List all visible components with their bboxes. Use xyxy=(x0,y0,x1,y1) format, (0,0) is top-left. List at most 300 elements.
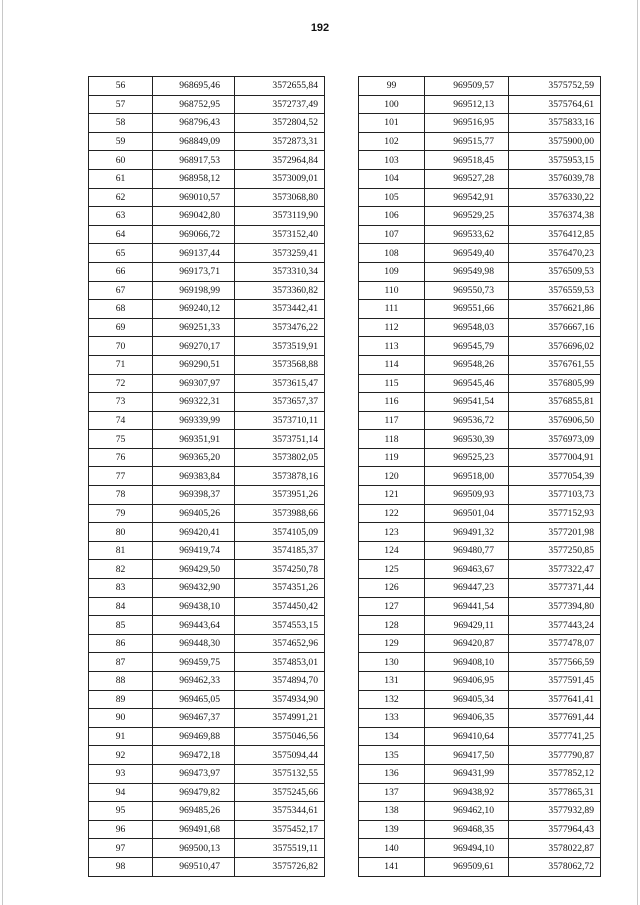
table-row xyxy=(89,225,325,244)
coordinate-x-cell: 969383,84 xyxy=(153,467,235,486)
coordinate-y-cell: 3577641,41 xyxy=(509,690,601,709)
coordinate-y-cell: 3575764,61 xyxy=(509,95,601,114)
table-row xyxy=(89,653,325,672)
table-row xyxy=(89,802,325,821)
coordinate-x-cell: 969472,18 xyxy=(153,746,235,765)
coordinate-y-cell: 3572873,31 xyxy=(235,132,325,151)
coordinate-y-cell: 3574652,96 xyxy=(235,634,325,653)
coordinate-y-cell: 3576412,85 xyxy=(509,225,601,244)
coordinate-x-cell: 969339,99 xyxy=(153,411,235,430)
coordinate-y-cell: 3577932,89 xyxy=(509,802,601,821)
coordinate-x-cell: 969419,74 xyxy=(153,541,235,560)
coordinate-y-cell: 3574250,78 xyxy=(235,560,325,579)
coordinate-y-cell: 3575519,11 xyxy=(235,839,325,858)
point-number-cell: 91 xyxy=(89,727,153,746)
coordinate-y-cell: 3572737,49 xyxy=(235,95,325,114)
coordinate-x-cell: 969491,68 xyxy=(153,820,235,839)
coordinate-y-cell: 3574991,21 xyxy=(235,709,325,728)
table-row xyxy=(359,77,601,96)
coordinate-x-cell: 969509,93 xyxy=(425,486,509,505)
point-number-cell: 96 xyxy=(89,820,153,839)
coordinate-y-cell: 3572964,84 xyxy=(235,151,325,170)
point-number-cell: 127 xyxy=(359,597,425,616)
point-number-cell: 108 xyxy=(359,244,425,263)
coordinate-x-cell: 969473,97 xyxy=(153,764,235,783)
table-row xyxy=(359,523,601,542)
coordinate-y-cell: 3575046,56 xyxy=(235,727,325,746)
coordinate-x-cell: 969550,73 xyxy=(425,281,509,300)
coordinate-y-cell: 3574934,90 xyxy=(235,690,325,709)
coordinate-x-cell: 969491,32 xyxy=(425,523,509,542)
coordinate-y-cell: 3573442,41 xyxy=(235,300,325,319)
point-number-cell: 122 xyxy=(359,504,425,523)
table-row xyxy=(89,393,325,412)
table-row xyxy=(359,746,601,765)
coordinate-y-cell: 3576509,53 xyxy=(509,262,601,281)
coordinate-x-cell: 969465,05 xyxy=(153,690,235,709)
coordinate-y-cell: 3577964,43 xyxy=(509,820,601,839)
point-number-cell: 124 xyxy=(359,541,425,560)
coordinate-x-cell: 969438,92 xyxy=(425,783,509,802)
table-row xyxy=(89,467,325,486)
coordinate-y-cell: 3578062,72 xyxy=(509,857,601,876)
coordinate-y-cell: 3576667,16 xyxy=(509,318,601,337)
coordinate-x-cell: 969137,44 xyxy=(153,244,235,263)
point-number-cell: 88 xyxy=(89,672,153,691)
point-number-cell: 89 xyxy=(89,690,153,709)
point-number-cell: 81 xyxy=(89,541,153,560)
coordinate-y-cell: 3573360,82 xyxy=(235,281,325,300)
coordinate-y-cell: 3577741,25 xyxy=(509,727,601,746)
table-row xyxy=(89,560,325,579)
coordinate-x-cell: 969545,79 xyxy=(425,337,509,356)
coordinate-y-cell: 3577004,91 xyxy=(509,448,601,467)
coordinate-y-cell: 3575344,61 xyxy=(235,802,325,821)
point-number-cell: 61 xyxy=(89,169,153,188)
table-row xyxy=(89,727,325,746)
coordinate-y-cell: 3573951,26 xyxy=(235,486,325,505)
coordinate-y-cell: 3577371,44 xyxy=(509,579,601,598)
coordinate-x-cell: 969420,41 xyxy=(153,523,235,542)
point-number-cell: 133 xyxy=(359,709,425,728)
coordinates-table-left xyxy=(88,76,325,877)
table-row xyxy=(359,132,601,151)
coordinate-x-cell: 969420,87 xyxy=(425,634,509,653)
coordinate-y-cell: 3574105,09 xyxy=(235,523,325,542)
coordinate-x-cell: 969307,97 xyxy=(153,374,235,393)
coordinate-y-cell: 3573751,14 xyxy=(235,430,325,449)
table-row xyxy=(89,411,325,430)
table-row xyxy=(359,169,601,188)
coordinate-y-cell: 3572655,84 xyxy=(235,77,325,96)
coordinate-x-cell: 969529,25 xyxy=(425,207,509,226)
coordinate-x-cell: 969501,04 xyxy=(425,504,509,523)
point-number-cell: 139 xyxy=(359,820,425,839)
table-row xyxy=(359,244,601,263)
point-number-cell: 84 xyxy=(89,597,153,616)
coordinate-y-cell: 3573152,40 xyxy=(235,225,325,244)
coordinate-x-cell: 968917,53 xyxy=(153,151,235,170)
point-number-cell: 126 xyxy=(359,579,425,598)
point-number-cell: 64 xyxy=(89,225,153,244)
coordinate-y-cell: 3577103,73 xyxy=(509,486,601,505)
scan-edge-left xyxy=(2,0,3,905)
coordinate-x-cell: 969459,75 xyxy=(153,653,235,672)
coordinate-y-cell: 3574351,26 xyxy=(235,579,325,598)
point-number-cell: 141 xyxy=(359,857,425,876)
point-number-cell: 74 xyxy=(89,411,153,430)
coordinate-y-cell: 3573310,34 xyxy=(235,262,325,281)
table-row xyxy=(89,95,325,114)
coordinate-x-cell: 969406,95 xyxy=(425,672,509,691)
coordinate-y-cell: 3576805,99 xyxy=(509,374,601,393)
table-row xyxy=(89,541,325,560)
table-row xyxy=(89,709,325,728)
point-number-cell: 110 xyxy=(359,281,425,300)
coordinate-y-cell: 3577152,93 xyxy=(509,504,601,523)
table-row xyxy=(359,653,601,672)
table-row xyxy=(359,355,601,374)
table-row xyxy=(89,169,325,188)
point-number-cell: 103 xyxy=(359,151,425,170)
coordinate-x-cell: 969469,88 xyxy=(153,727,235,746)
table-row xyxy=(359,672,601,691)
table-row xyxy=(89,318,325,337)
coordinate-y-cell: 3573988,66 xyxy=(235,504,325,523)
point-number-cell: 116 xyxy=(359,393,425,412)
coordinate-y-cell: 3575094,44 xyxy=(235,746,325,765)
coordinate-x-cell: 969406,35 xyxy=(425,709,509,728)
coordinate-y-cell: 3577394,80 xyxy=(509,597,601,616)
point-number-cell: 56 xyxy=(89,77,153,96)
point-number-cell: 117 xyxy=(359,411,425,430)
table-row xyxy=(359,783,601,802)
coordinate-y-cell: 3573710,11 xyxy=(235,411,325,430)
coordinate-y-cell: 3573009,01 xyxy=(235,169,325,188)
coordinate-x-cell: 969431,99 xyxy=(425,764,509,783)
coordinate-x-cell: 969533,62 xyxy=(425,225,509,244)
point-number-cell: 129 xyxy=(359,634,425,653)
coordinate-x-cell: 969405,34 xyxy=(425,690,509,709)
scan-edge-right xyxy=(637,0,638,905)
table-row xyxy=(89,597,325,616)
coordinate-x-cell: 969462,33 xyxy=(153,672,235,691)
table-row xyxy=(89,207,325,226)
coordinate-x-cell: 969551,66 xyxy=(425,300,509,319)
table-row xyxy=(359,802,601,821)
table-row xyxy=(89,374,325,393)
table-row xyxy=(359,188,601,207)
coordinate-y-cell: 3577865,31 xyxy=(509,783,601,802)
coordinate-y-cell: 3573119,90 xyxy=(235,207,325,226)
point-number-cell: 109 xyxy=(359,262,425,281)
coordinate-y-cell: 3573519,91 xyxy=(235,337,325,356)
coordinate-y-cell: 3575833,16 xyxy=(509,114,601,133)
coordinate-x-cell: 969536,72 xyxy=(425,411,509,430)
coordinate-y-cell: 3572804,52 xyxy=(235,114,325,133)
coordinate-y-cell: 3578022,87 xyxy=(509,839,601,858)
coordinate-y-cell: 3577852,12 xyxy=(509,764,601,783)
coordinate-y-cell: 3573878,16 xyxy=(235,467,325,486)
coordinate-y-cell: 3575726,82 xyxy=(235,857,325,876)
point-number-cell: 93 xyxy=(89,764,153,783)
point-number-cell: 113 xyxy=(359,337,425,356)
point-number-cell: 105 xyxy=(359,188,425,207)
table-row xyxy=(89,746,325,765)
coordinate-y-cell: 3575900,00 xyxy=(509,132,601,151)
table-row xyxy=(89,523,325,542)
table-row xyxy=(359,318,601,337)
table-row xyxy=(89,132,325,151)
table-row xyxy=(359,448,601,467)
point-number-cell: 79 xyxy=(89,504,153,523)
coordinate-y-cell: 3575452,17 xyxy=(235,820,325,839)
table-row xyxy=(89,672,325,691)
coordinate-y-cell: 3576761,55 xyxy=(509,355,601,374)
coordinate-y-cell: 3575132,55 xyxy=(235,764,325,783)
coordinate-x-cell: 969468,35 xyxy=(425,820,509,839)
coordinate-x-cell: 969447,23 xyxy=(425,579,509,598)
coordinate-y-cell: 3573568,88 xyxy=(235,355,325,374)
point-number-cell: 76 xyxy=(89,448,153,467)
point-number-cell: 65 xyxy=(89,244,153,263)
coordinate-x-cell: 969438,10 xyxy=(153,597,235,616)
coordinate-x-cell: 969509,61 xyxy=(425,857,509,876)
coordinate-y-cell: 3577790,87 xyxy=(509,746,601,765)
coordinate-y-cell: 3577250,85 xyxy=(509,541,601,560)
point-number-cell: 119 xyxy=(359,448,425,467)
point-number-cell: 132 xyxy=(359,690,425,709)
coordinate-y-cell: 3577478,07 xyxy=(509,634,601,653)
coordinate-x-cell: 969515,77 xyxy=(425,132,509,151)
point-number-cell: 69 xyxy=(89,318,153,337)
coordinate-y-cell: 3576039,78 xyxy=(509,169,601,188)
coordinate-y-cell: 3576906,50 xyxy=(509,411,601,430)
point-number-cell: 92 xyxy=(89,746,153,765)
point-number-cell: 140 xyxy=(359,839,425,858)
coordinate-x-cell: 969410,64 xyxy=(425,727,509,746)
point-number-cell: 57 xyxy=(89,95,153,114)
table-row xyxy=(89,783,325,802)
coordinate-y-cell: 3573068,80 xyxy=(235,188,325,207)
point-number-cell: 68 xyxy=(89,300,153,319)
point-number-cell: 98 xyxy=(89,857,153,876)
point-number-cell: 95 xyxy=(89,802,153,821)
coordinate-x-cell: 969042,80 xyxy=(153,207,235,226)
table-row xyxy=(359,597,601,616)
coordinate-x-cell: 968752,95 xyxy=(153,95,235,114)
table-row xyxy=(359,151,601,170)
coordinate-y-cell: 3574853,01 xyxy=(235,653,325,672)
point-number-cell: 138 xyxy=(359,802,425,821)
coordinate-x-cell: 969494,10 xyxy=(425,839,509,858)
point-number-cell: 135 xyxy=(359,746,425,765)
coordinate-x-cell: 969530,39 xyxy=(425,430,509,449)
point-number-cell: 121 xyxy=(359,486,425,505)
table-row xyxy=(89,244,325,263)
point-number-cell: 66 xyxy=(89,262,153,281)
coordinate-x-cell: 969432,90 xyxy=(153,579,235,598)
coordinate-y-cell: 3576374,38 xyxy=(509,207,601,226)
coordinate-y-cell: 3573657,37 xyxy=(235,393,325,412)
coordinate-x-cell: 969066,72 xyxy=(153,225,235,244)
point-number-cell: 70 xyxy=(89,337,153,356)
table-row xyxy=(89,114,325,133)
point-number-cell: 128 xyxy=(359,616,425,635)
point-number-cell: 99 xyxy=(359,77,425,96)
table-row xyxy=(89,839,325,858)
coordinate-x-cell: 969512,13 xyxy=(425,95,509,114)
table-row xyxy=(359,839,601,858)
table-row xyxy=(89,355,325,374)
coordinate-x-cell: 969518,00 xyxy=(425,467,509,486)
table-row xyxy=(359,486,601,505)
coordinate-x-cell: 969365,20 xyxy=(153,448,235,467)
coordinate-x-cell: 969548,26 xyxy=(425,355,509,374)
table-row xyxy=(359,690,601,709)
coordinate-y-cell: 3576559,53 xyxy=(509,281,601,300)
coordinate-y-cell: 3577691,44 xyxy=(509,709,601,728)
point-number-cell: 125 xyxy=(359,560,425,579)
coordinate-x-cell: 968695,46 xyxy=(153,77,235,96)
point-number-cell: 90 xyxy=(89,709,153,728)
point-number-cell: 112 xyxy=(359,318,425,337)
coordinates-table-right xyxy=(358,76,601,877)
coordinate-x-cell: 969417,50 xyxy=(425,746,509,765)
coordinate-x-cell: 969270,17 xyxy=(153,337,235,356)
point-number-cell: 67 xyxy=(89,281,153,300)
point-number-cell: 75 xyxy=(89,430,153,449)
table-row xyxy=(359,764,601,783)
table-row xyxy=(359,430,601,449)
table-row xyxy=(89,857,325,876)
coordinate-x-cell: 969485,26 xyxy=(153,802,235,821)
coordinate-x-cell: 969527,28 xyxy=(425,169,509,188)
coordinate-y-cell: 3577054,39 xyxy=(509,467,601,486)
coordinate-x-cell: 968958,12 xyxy=(153,169,235,188)
coordinate-y-cell: 3573259,41 xyxy=(235,244,325,263)
table-row xyxy=(89,504,325,523)
coordinate-y-cell: 3573476,22 xyxy=(235,318,325,337)
point-number-cell: 85 xyxy=(89,616,153,635)
coordinate-x-cell: 969467,37 xyxy=(153,709,235,728)
point-number-cell: 73 xyxy=(89,393,153,412)
table-row xyxy=(359,281,601,300)
coordinate-x-cell: 969398,37 xyxy=(153,486,235,505)
table-row xyxy=(359,411,601,430)
point-number-cell: 111 xyxy=(359,300,425,319)
coordinate-x-cell: 969518,45 xyxy=(425,151,509,170)
table-row xyxy=(359,114,601,133)
table-row xyxy=(359,857,601,876)
table-row xyxy=(359,727,601,746)
coordinate-x-cell: 969549,40 xyxy=(425,244,509,263)
coordinate-x-cell: 969462,10 xyxy=(425,802,509,821)
table-row xyxy=(89,337,325,356)
coordinate-x-cell: 969443,64 xyxy=(153,616,235,635)
point-number-cell: 71 xyxy=(89,355,153,374)
point-number-cell: 123 xyxy=(359,523,425,542)
point-number-cell: 137 xyxy=(359,783,425,802)
coordinate-x-cell: 969240,12 xyxy=(153,300,235,319)
point-number-cell: 114 xyxy=(359,355,425,374)
table-row xyxy=(89,188,325,207)
point-number-cell: 63 xyxy=(89,207,153,226)
table-row xyxy=(89,300,325,319)
coordinate-x-cell: 969429,50 xyxy=(153,560,235,579)
point-number-cell: 134 xyxy=(359,727,425,746)
point-number-cell: 86 xyxy=(89,634,153,653)
table-row xyxy=(89,616,325,635)
coordinate-x-cell: 969198,99 xyxy=(153,281,235,300)
point-number-cell: 102 xyxy=(359,132,425,151)
table-row xyxy=(89,579,325,598)
coordinate-y-cell: 3574894,70 xyxy=(235,672,325,691)
point-number-cell: 101 xyxy=(359,114,425,133)
coordinate-x-cell: 969448,30 xyxy=(153,634,235,653)
coordinate-x-cell: 969510,47 xyxy=(153,857,235,876)
coordinate-x-cell: 969480,77 xyxy=(425,541,509,560)
coordinate-x-cell: 969542,91 xyxy=(425,188,509,207)
point-number-cell: 97 xyxy=(89,839,153,858)
coordinate-x-cell: 969541,54 xyxy=(425,393,509,412)
coordinate-y-cell: 3575953,15 xyxy=(509,151,601,170)
coordinate-y-cell: 3577201,98 xyxy=(509,523,601,542)
coordinate-y-cell: 3576973,09 xyxy=(509,430,601,449)
point-number-cell: 58 xyxy=(89,114,153,133)
coordinate-x-cell: 969441,54 xyxy=(425,597,509,616)
point-number-cell: 80 xyxy=(89,523,153,542)
point-number-cell: 77 xyxy=(89,467,153,486)
table-row xyxy=(359,300,601,319)
table-row xyxy=(359,95,601,114)
coordinate-y-cell: 3574450,42 xyxy=(235,597,325,616)
point-number-cell: 78 xyxy=(89,486,153,505)
table-row xyxy=(359,467,601,486)
coordinate-x-cell: 969545,46 xyxy=(425,374,509,393)
coordinate-x-cell: 969463,67 xyxy=(425,560,509,579)
coordinate-x-cell: 969010,57 xyxy=(153,188,235,207)
table-row xyxy=(89,634,325,653)
table-row xyxy=(359,634,601,653)
point-number-cell: 104 xyxy=(359,169,425,188)
coordinate-y-cell: 3575245,66 xyxy=(235,783,325,802)
coordinate-y-cell: 3577591,45 xyxy=(509,672,601,691)
coordinate-y-cell: 3577322,47 xyxy=(509,560,601,579)
table-row xyxy=(89,430,325,449)
table-row xyxy=(89,281,325,300)
table-row xyxy=(359,541,601,560)
point-number-cell: 59 xyxy=(89,132,153,151)
table-row xyxy=(89,690,325,709)
point-number-cell: 87 xyxy=(89,653,153,672)
point-number-cell: 131 xyxy=(359,672,425,691)
coordinate-x-cell: 969479,82 xyxy=(153,783,235,802)
coordinate-x-cell: 969525,23 xyxy=(425,448,509,467)
coordinate-x-cell: 969251,33 xyxy=(153,318,235,337)
coordinate-x-cell: 969509,57 xyxy=(425,77,509,96)
coordinate-x-cell: 969516,95 xyxy=(425,114,509,133)
table-row xyxy=(89,486,325,505)
table-row xyxy=(359,504,601,523)
coordinate-y-cell: 3576855,81 xyxy=(509,393,601,412)
table-row xyxy=(359,393,601,412)
table-row xyxy=(359,579,601,598)
table-row xyxy=(359,262,601,281)
table-row xyxy=(359,560,601,579)
point-number-cell: 72 xyxy=(89,374,153,393)
page-number: 192 xyxy=(310,22,330,34)
